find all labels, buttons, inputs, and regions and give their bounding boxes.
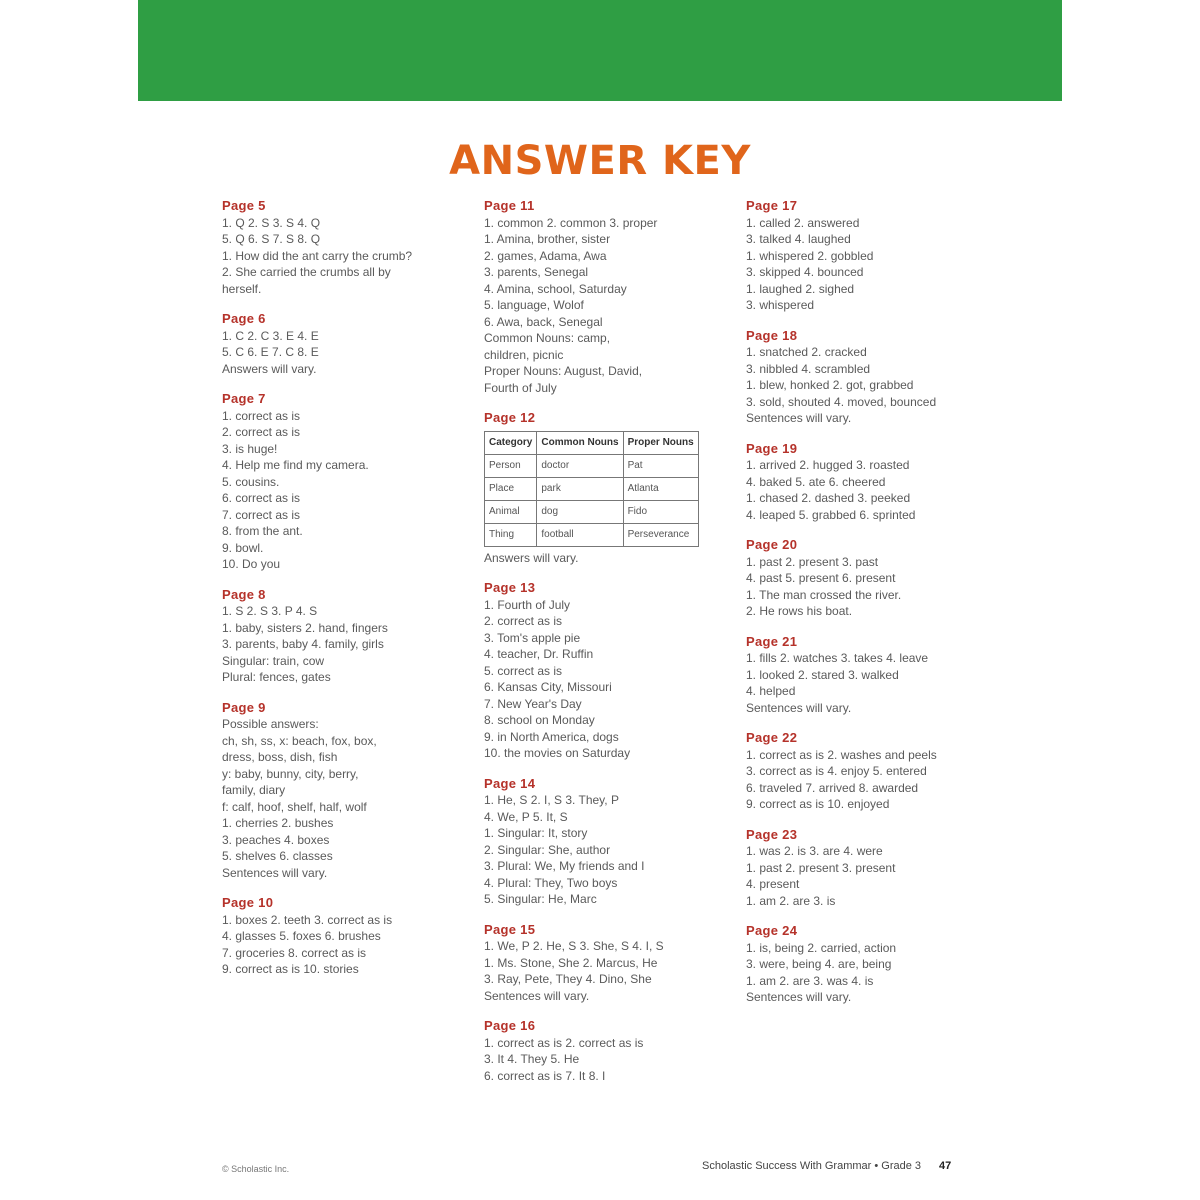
page-heading: Page 20 <box>746 537 798 552</box>
answer-line: 3. were, being 4. are, being <box>746 957 892 971</box>
table-cell: Pat <box>623 454 698 477</box>
answer-line: Answers will vary. <box>222 361 317 376</box>
answer-line: 1. laughed 2. sighed <box>746 281 855 296</box>
page-heading: Page 21 <box>746 633 798 649</box>
page-heading: Page 14 <box>484 775 536 791</box>
answer-line: 9. in North America, dogs <box>484 729 619 744</box>
page-heading: Page 6 <box>222 311 266 326</box>
answer-line: 5. C 6. E 7. C 8. E <box>222 345 319 359</box>
page-heading: Page 13 <box>484 580 536 595</box>
answer-column-2 <box>484 198 724 1098</box>
answer-line: 1. past 2. present 3. present <box>746 860 896 875</box>
answer-line: Sentences will vary. <box>746 411 852 425</box>
page-heading: Page 18 <box>746 327 798 343</box>
answer-line: Plural: fences, gates <box>222 670 331 684</box>
noun-category-table <box>484 431 699 547</box>
table-cell: Fido <box>623 500 698 523</box>
answer-line: 1. whispered 2. gobbled <box>746 248 874 263</box>
table-cell: Perseverance <box>623 523 698 546</box>
answer-line: herself. <box>222 281 262 296</box>
page-heading: Page 22 <box>746 730 798 745</box>
answer-line: 1. called 2. answered <box>746 215 860 230</box>
answer-line: 8. school on Monday <box>484 713 595 727</box>
answer-column-1 <box>222 198 462 992</box>
answer-section <box>222 895 462 978</box>
answer-line: Common Nouns: camp, <box>484 331 611 345</box>
answer-line: 3. whispered <box>746 298 815 312</box>
answer-line: Singular: train, cow <box>222 653 325 668</box>
table-cell: Person <box>485 454 537 477</box>
answer-line: 1. We, P 2. He, S 3. She, S 4. I, S <box>484 939 664 953</box>
answer-line: 9. correct as is 10. stories <box>222 962 359 976</box>
answer-line: children, picnic <box>484 347 564 362</box>
answer-line: 1. baby, sisters 2. hand, fingers <box>222 620 388 635</box>
page-heading: Page 11 <box>484 198 535 213</box>
answer-line: 1. The man crossed the river. <box>746 587 902 602</box>
answer-line: 6. traveled 7. arrived 8. awarded <box>746 780 919 795</box>
answer-section <box>484 198 724 396</box>
answer-line: 5. Singular: He, Marc <box>484 892 597 906</box>
page-heading: Page 12 <box>484 410 536 425</box>
answer-line: Sentences will vary. <box>484 988 590 1003</box>
table-row <box>485 477 699 500</box>
answer-line: 2. She carried the crumbs all by <box>222 265 391 279</box>
book-title: Scholastic Success With Grammar • Grade 3 <box>702 1160 922 1172</box>
answer-line: 1. S 2. S 3. P 4. S <box>222 604 318 618</box>
answer-line: 6. correct as is 7. It 8. I <box>484 1068 606 1083</box>
answer-line: 3. parents, baby 4. family, girls <box>222 637 384 651</box>
page-title: ANSWER KEY <box>449 138 751 184</box>
answer-section <box>746 328 996 427</box>
answer-line: 10. the movies on Saturday <box>484 746 631 760</box>
answer-line: 2. Singular: She, author <box>484 842 611 857</box>
answer-line: 1. is, being 2. carried, action <box>746 940 897 955</box>
answer-line: Proper Nouns: August, David, <box>484 364 643 378</box>
answer-line: Possible answers: <box>222 717 319 731</box>
table-cell: Animal <box>485 500 537 523</box>
answer-line: Sentences will vary. <box>746 700 852 715</box>
answer-line: 5. cousins. <box>222 474 280 489</box>
answer-line: y: baby, bunny, city, berry, <box>222 766 359 781</box>
answer-line: 5. language, Wolof <box>484 298 584 312</box>
answer-column-3 <box>746 198 996 1020</box>
answer-line: dress, boss, dish, fish <box>222 750 338 764</box>
table-cell: dog <box>537 500 623 523</box>
answer-line: 4. present <box>746 877 800 891</box>
answer-line: 4. Plural: They, Two boys <box>484 875 618 890</box>
answer-section <box>484 922 724 1005</box>
answer-line: 1. He, S 2. I, S 3. They, P <box>484 793 619 807</box>
answer-line: 3. It 4. They 5. He <box>484 1052 580 1066</box>
answer-section <box>746 923 996 1006</box>
answer-section <box>746 827 996 910</box>
answer-line: 5. shelves 6. classes <box>222 849 333 863</box>
answer-section <box>484 410 724 566</box>
answer-line: 1. snatched 2. cracked <box>746 345 867 359</box>
footer-book-info <box>702 1160 951 1172</box>
answer-line: 1. correct as is 2. washes and peels <box>746 747 937 762</box>
answer-section <box>746 441 996 524</box>
page-heading: Page 7 <box>222 391 266 406</box>
answer-line: 5. correct as is <box>484 663 563 678</box>
answer-line: 3. Plural: We, My friends and I <box>484 859 645 873</box>
table-row <box>485 500 699 523</box>
answer-section <box>222 311 462 377</box>
answer-line: 1. chased 2. dashed 3. peeked <box>746 491 911 505</box>
answer-line: 7. groceries 8. correct as is <box>222 945 367 960</box>
answer-section <box>484 776 724 908</box>
answer-line: 1. past 2. present 3. past <box>746 554 879 569</box>
answer-line: 1. am 2. are 3. was 4. is <box>746 973 874 988</box>
answer-line: 3. peaches 4. boxes <box>222 832 330 847</box>
page-number: 47 <box>939 1160 952 1172</box>
answer-section <box>222 391 462 573</box>
answer-line: 9. correct as is 10. enjoyed <box>746 797 890 811</box>
page-heading: Page 9 <box>222 699 266 715</box>
page-heading: Page 19 <box>746 440 798 456</box>
answer-line: 1. am 2. are 3. is <box>746 893 836 908</box>
answer-line: 3. Ray, Pete, They 4. Dino, She <box>484 972 652 986</box>
answer-line: 4. Help me find my camera. <box>222 458 369 472</box>
answer-line: 4. We, P 5. It, S <box>484 809 568 824</box>
answer-line: 3. skipped 4. bounced <box>746 265 864 279</box>
answer-line: Fourth of July <box>484 380 557 395</box>
answer-line: 9. bowl. <box>222 540 264 555</box>
answer-section <box>222 700 462 882</box>
header-banner <box>138 0 1062 101</box>
answer-line: 3. nibbled 4. scrambled <box>746 361 871 376</box>
answer-line: 1. looked 2. stared 3. walked <box>746 667 899 682</box>
answer-line: 3. is huge! <box>222 441 278 456</box>
answer-line: 4. helped <box>746 684 796 698</box>
answer-line: 2. He rows his boat. <box>746 604 853 618</box>
page-heading: Page 5 <box>222 198 266 213</box>
answer-line: 1. Q 2. S 3. S 4. Q <box>222 215 321 230</box>
answer-line: 2. correct as is <box>484 614 563 628</box>
answer-line: 1. How did the ant carry the crumb? <box>222 248 413 263</box>
answer-line: 6. Awa, back, Senegal <box>484 314 603 329</box>
answer-line: 6. Kansas City, Missouri <box>484 680 612 694</box>
answer-line: 3. sold, shouted 4. moved, bounced <box>746 394 937 409</box>
page-heading: Page 16 <box>484 1018 536 1033</box>
answer-line: 1. correct as is 2. correct as is <box>484 1035 644 1050</box>
answer-line: 1. blew, honked 2. got, grabbed <box>746 378 914 392</box>
page-heading: Page 24 <box>746 923 798 938</box>
answer-line: 2. games, Adama, Awa <box>484 248 607 263</box>
answer-line: family, diary <box>222 783 286 797</box>
table-header-cell: Common Nouns <box>537 431 623 454</box>
answer-line: 3. Tom's apple pie <box>484 630 581 645</box>
answer-section <box>222 198 462 297</box>
table-header-cell: Category <box>485 431 537 454</box>
answer-section <box>746 730 996 813</box>
table-cell: Place <box>485 477 537 500</box>
answer-line: Sentences will vary. <box>222 865 328 880</box>
answer-line: 7. New Year's Day <box>484 696 582 711</box>
page-heading: Page 23 <box>746 826 798 842</box>
answer-line: 4. Amina, school, Saturday <box>484 281 627 296</box>
answer-line: 6. correct as is <box>222 491 301 505</box>
answer-line: f: calf, hoof, shelf, half, wolf <box>222 799 367 814</box>
table-row <box>485 454 699 477</box>
answer-line: 1. cherries 2. bushes <box>222 816 334 830</box>
table-cell: park <box>537 477 623 500</box>
answer-line: 2. correct as is <box>222 425 301 439</box>
table-cell: doctor <box>537 454 623 477</box>
answer-section <box>484 1018 724 1084</box>
answer-line: 1. common 2. common 3. proper <box>484 215 658 230</box>
answer-line: 1. correct as is <box>222 408 301 423</box>
page-heading: Page 10 <box>222 895 274 910</box>
answer-line: 1. Amina, brother, sister <box>484 232 611 246</box>
table-cell: football <box>537 523 623 546</box>
table-header-row <box>485 431 699 454</box>
table-header-cell: Proper Nouns <box>623 431 698 454</box>
answer-line: 1. fills 2. watches 3. takes 4. leave <box>746 651 929 665</box>
answer-line: 1. arrived 2. hugged 3. roasted <box>746 458 910 472</box>
answer-line: 3. talked 4. laughed <box>746 232 851 246</box>
answer-line: 1. Fourth of July <box>484 597 571 612</box>
answer-section <box>484 580 724 762</box>
answer-section <box>746 198 996 314</box>
answer-line: 1. C 2. C 3. E 4. E <box>222 328 319 343</box>
answer-line: Sentences will vary. <box>746 990 852 1004</box>
answer-line: 4. glasses 5. foxes 6. brushes <box>222 929 381 943</box>
table-cell: Thing <box>485 523 537 546</box>
answer-line: 4. past 5. present 6. present <box>746 571 896 585</box>
answer-section <box>222 587 462 686</box>
answer-section <box>746 634 996 717</box>
answer-line: 10. Do you <box>222 557 281 571</box>
answer-line: 8. from the ant. <box>222 524 303 538</box>
answer-line: Answers will vary. <box>484 550 579 565</box>
answer-line: 3. parents, Senegal <box>484 265 589 279</box>
answer-line: 4. teacher, Dr. Ruffin <box>484 647 594 661</box>
answer-line: 3. correct as is 4. enjoy 5. entered <box>746 764 927 778</box>
answer-line: 1. boxes 2. teeth 3. correct as is <box>222 912 393 927</box>
page-heading: Page 8 <box>222 586 266 602</box>
copyright-text: © Scholastic Inc. <box>222 1164 290 1174</box>
answer-line: 1. was 2. is 3. are 4. were <box>746 844 883 858</box>
answer-section <box>746 537 996 620</box>
answer-line: 1. Ms. Stone, She 2. Marcus, He <box>484 955 658 970</box>
answer-line: 7. correct as is <box>222 507 301 522</box>
table-cell: Atlanta <box>623 477 698 500</box>
table-row <box>485 523 699 546</box>
page-heading: Page 15 <box>484 921 536 937</box>
answer-line: ch, sh, ss, x: beach, fox, box, <box>222 733 377 748</box>
answer-line: 4. leaped 5. grabbed 6. sprinted <box>746 507 916 522</box>
answer-line: 4. baked 5. ate 6. cheered <box>746 474 886 489</box>
answer-line: 5. Q 6. S 7. S 8. Q <box>222 232 321 246</box>
answer-line: 1. Singular: It, story <box>484 826 588 840</box>
page-heading: Page 17 <box>746 198 798 213</box>
